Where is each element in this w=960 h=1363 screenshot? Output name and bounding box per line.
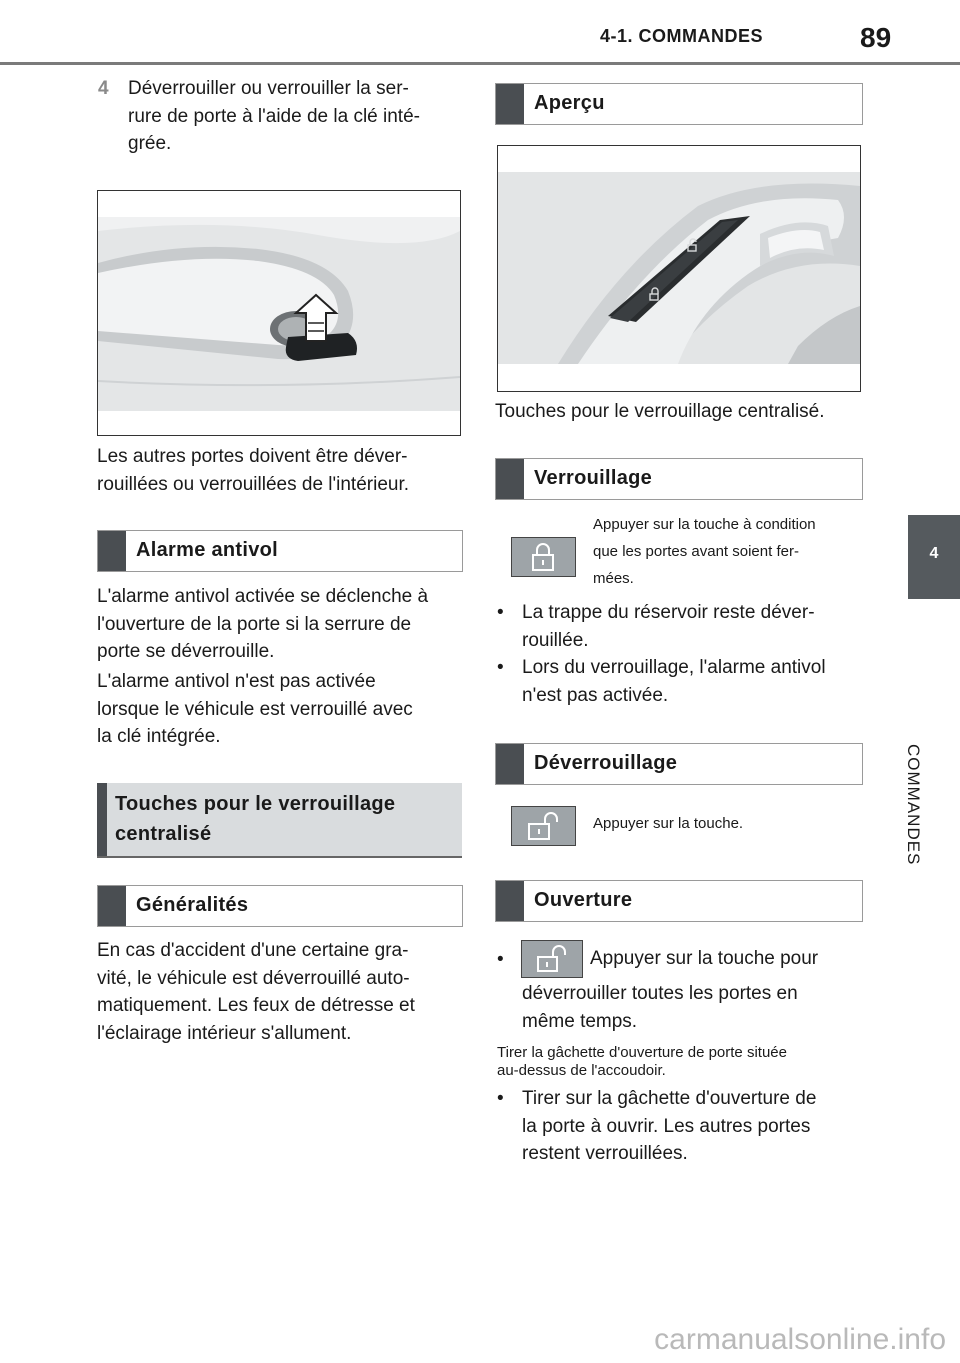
heading-alarm: [97, 530, 463, 572]
heading-alarm-text: Alarme antivol: [136, 539, 279, 561]
step-text: Déverrouiller ou verrouiller la ser- rure de porte à l'aide de la clé inté- grée.: [128, 78, 420, 154]
heading-bar: [98, 886, 126, 926]
lock-open-icon: [511, 806, 576, 846]
open-bullet-1-line-2: déverrouiller toutes les portes en: [522, 983, 798, 1004]
open-bullet-2: • Tirer sur la gâchette d'ouverture de la porte à ouvrir. Les autres portes restent verrouillées.: [497, 1088, 817, 1164]
paragraph-alarm-2: L'alarme antivol n'est pas activée lorsque le véhicule est verrouillé avec la clé intégrée.: [97, 671, 413, 747]
lock-bullet-2: • Lors du verrouillage, l'alarme antivol n'est pas activée.: [497, 657, 826, 706]
heading-bar: [98, 531, 126, 571]
page-number: 89: [860, 22, 892, 53]
header-rule: [0, 62, 960, 65]
heading-bar: [496, 744, 524, 784]
open-bullet-1-line-1: Appuyer sur la touche pour: [590, 948, 819, 969]
lock-bullet-1: • La trappe du réservoir reste déver- rouillée.: [497, 602, 815, 651]
heading-bar: [496, 459, 524, 499]
chapter-number: 4: [929, 545, 939, 562]
open-note: Tirer la gâchette d'ouverture de porte située au-dessus de l'accoudoir.: [497, 1044, 787, 1079]
lock-closed-icon: [511, 537, 576, 577]
heading-general: [97, 885, 463, 927]
heading-overview-text: Aperçu: [534, 92, 605, 114]
heading-general-text: Généralités: [136, 894, 249, 916]
caption-overview: Touches pour le verrouillage centralisé.: [495, 401, 825, 422]
heading-bar: [496, 881, 524, 921]
heading-overview: [495, 83, 863, 125]
paragraph-general: En cas d'accident d'une certaine gra- vité, le véhicule est déverrouillé auto- matiquement. Les feux de détresse et l'éclairage intérieur s'allument.: [97, 940, 415, 1044]
lock-description: Appuyer sur la touche à condition que les portes avant soient fer- mées.: [593, 516, 816, 587]
heading-central-locking: [97, 783, 462, 858]
heading-bar: [496, 84, 524, 124]
step-number: 4: [98, 78, 109, 99]
chapter-label: COMMANDES: [904, 744, 923, 866]
heading-unlock-text: Déverrouillage: [534, 752, 678, 774]
heading-bar: [97, 783, 107, 856]
heading-central-locking-text: Touches pour le verrouillage centralisé: [115, 793, 396, 845]
door-handle-figure: [97, 190, 461, 436]
section-title: 4-1. COMMANDES: [600, 26, 764, 46]
heading-unlock: [495, 743, 863, 785]
central-locking-illustration: [498, 146, 860, 391]
watermark: carmanualsonline.info: [654, 1323, 946, 1356]
central-locking-figure: [497, 145, 861, 392]
heading-open: [495, 880, 863, 922]
unlock-description: Appuyer sur la touche.: [593, 815, 744, 832]
paragraph-alarm-1: L'alarme antivol activée se déclenche à l'ouverture de la porte si la serrure de porte se déverrouille.: [97, 586, 429, 662]
paragraph-other-doors: Les autres portes doivent être déver- rouillées ou verrouillées de l'intérieur.: [97, 446, 410, 495]
heading-lock: [495, 458, 863, 500]
heading-open-text: Ouverture: [534, 889, 633, 911]
door-handle-illustration: [98, 191, 460, 435]
lock-open-icon: [521, 940, 583, 978]
heading-lock-text: Verrouillage: [534, 467, 653, 489]
open-bullet-1: • Appuyer sur la touche pour déverrouiller toutes les portes en même temps.: [497, 940, 867, 1032]
open-bullet-1-line-3: même temps.: [522, 1011, 638, 1032]
